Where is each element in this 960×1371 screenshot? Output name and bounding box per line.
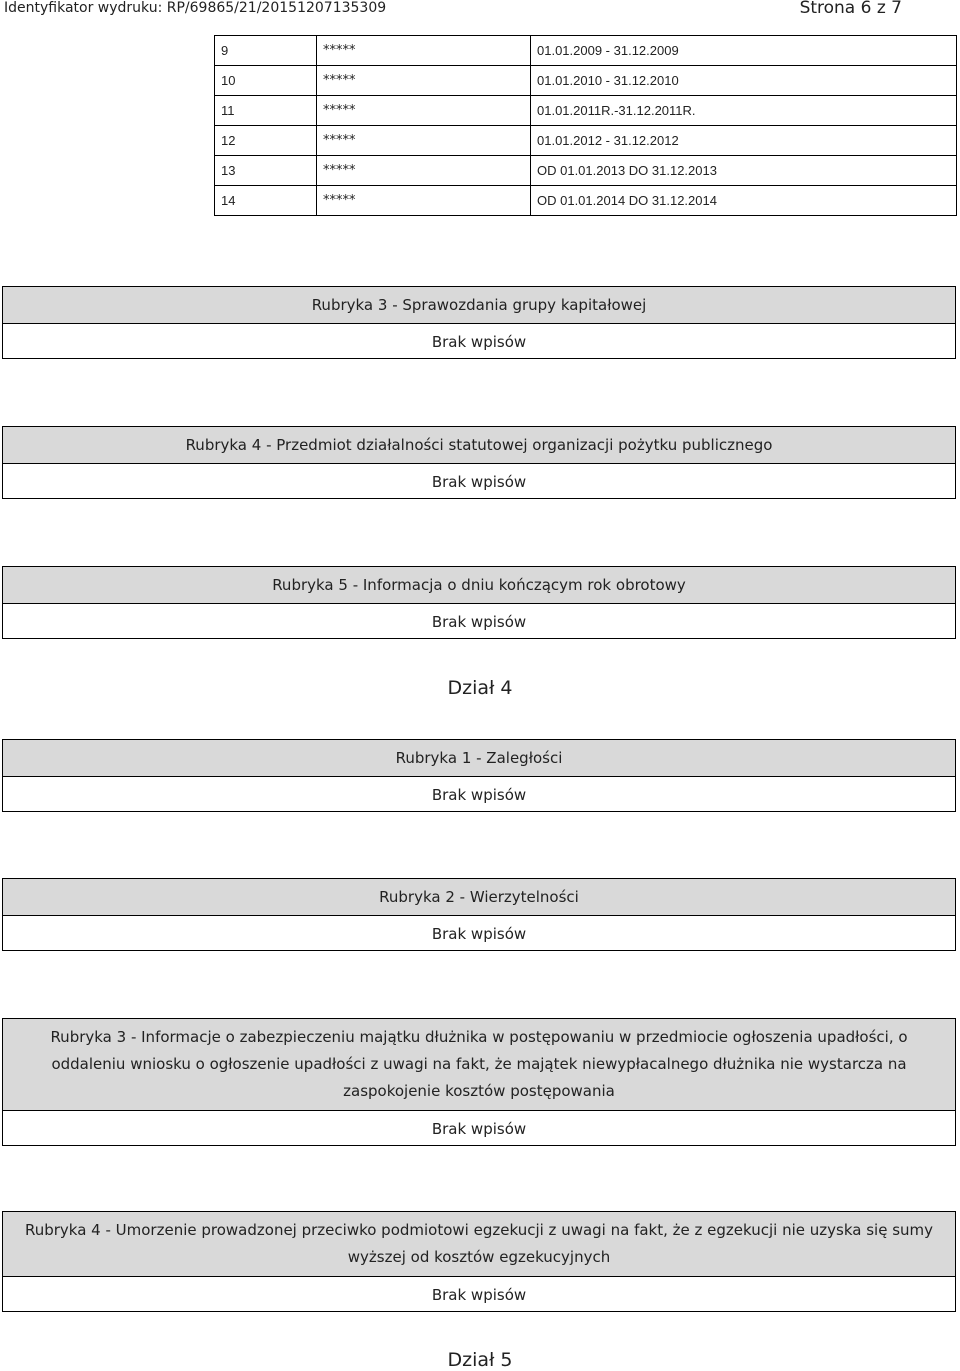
- row-mask: *****: [317, 126, 531, 156]
- section-rubryka-4-przedmiot: [2, 426, 956, 499]
- row-period: 01.01.2009 - 31.12.2009: [531, 36, 957, 66]
- section-title: Rubryka 4 - Przedmiot działalności statutowej organizacji pożytku publicznego: [3, 427, 955, 464]
- section-body: Brak wpisów: [3, 324, 955, 358]
- table-row: [215, 186, 957, 216]
- row-mask: *****: [317, 36, 531, 66]
- section-rubryka-3-sprawozdania: [2, 286, 956, 359]
- section-body: Brak wpisów: [3, 1277, 955, 1311]
- section-title: Rubryka 1 - Zaległości: [3, 740, 955, 777]
- table-row: [215, 126, 957, 156]
- row-period: 01.01.2010 - 31.12.2010: [531, 66, 957, 96]
- section-title: Rubryka 3 - Sprawozdania grupy kapitałowej: [3, 287, 955, 324]
- section-body: Brak wpisów: [3, 1111, 955, 1145]
- row-mask: *****: [317, 186, 531, 216]
- row-period: 01.01.2011R.-31.12.2011R.: [531, 96, 957, 126]
- table-row: [215, 156, 957, 186]
- row-mask: *****: [317, 96, 531, 126]
- row-period: 01.01.2012 - 31.12.2012: [531, 126, 957, 156]
- periods-table: [214, 35, 957, 216]
- section-body: Brak wpisów: [3, 464, 955, 498]
- section-title: Rubryka 5 - Informacja o dniu kończącym rok obrotowy: [3, 567, 955, 604]
- row-number: 14: [215, 186, 317, 216]
- row-number: 9: [215, 36, 317, 66]
- section-rubryka-1-zaleglosci: [2, 739, 956, 812]
- row-number: 11: [215, 96, 317, 126]
- section-title: Rubryka 2 - Wierzytelności: [3, 879, 955, 916]
- heading-dzial-4: Dział 4: [447, 677, 513, 699]
- table-row: [215, 66, 957, 96]
- row-mask: *****: [317, 156, 531, 186]
- page-number: Strona 6 z 7: [799, 0, 902, 18]
- table-row: [215, 36, 957, 66]
- heading-dzial-5: Dział 5: [447, 1349, 513, 1371]
- section-rubryka-5-informacja: [2, 566, 956, 639]
- row-period: OD 01.01.2013 DO 31.12.2013: [531, 156, 957, 186]
- row-number: 13: [215, 156, 317, 186]
- section-body: Brak wpisów: [3, 916, 955, 950]
- section-rubryka-2-wierzytelnosci: [2, 878, 956, 951]
- section-title: Rubryka 4 - Umorzenie prowadzonej przeciwko podmiotowi egzekucji z uwagi na fakt, że z egzekucji nie uzyska się sumy wyższej od kosztów egzekucyjnych: [3, 1212, 955, 1277]
- table-row: [215, 96, 957, 126]
- section-rubryka-4-umorzenie: [2, 1211, 956, 1312]
- section-body: Brak wpisów: [3, 604, 955, 638]
- section-body: Brak wpisów: [3, 777, 955, 811]
- row-mask: *****: [317, 66, 531, 96]
- row-period: OD 01.01.2014 DO 31.12.2014: [531, 186, 957, 216]
- section-title: Rubryka 3 - Informacje o zabezpieczeniu majątku dłużnika w postępowaniu w przedmiocie ogłoszenia upadłości, o oddaleniu wniosku o ogłoszenie upadłości z uwagi na fakt, że majątek niewypłacalnego dłużnika nie wystarcza na zaspokojenie kosztów postępowania: [3, 1019, 955, 1111]
- print-identifier: Identyfikator wydruku: RP/69865/21/20151207135309: [4, 0, 387, 16]
- row-number: 10: [215, 66, 317, 96]
- row-number: 12: [215, 126, 317, 156]
- section-rubryka-3-zabezpieczenie: [2, 1018, 956, 1146]
